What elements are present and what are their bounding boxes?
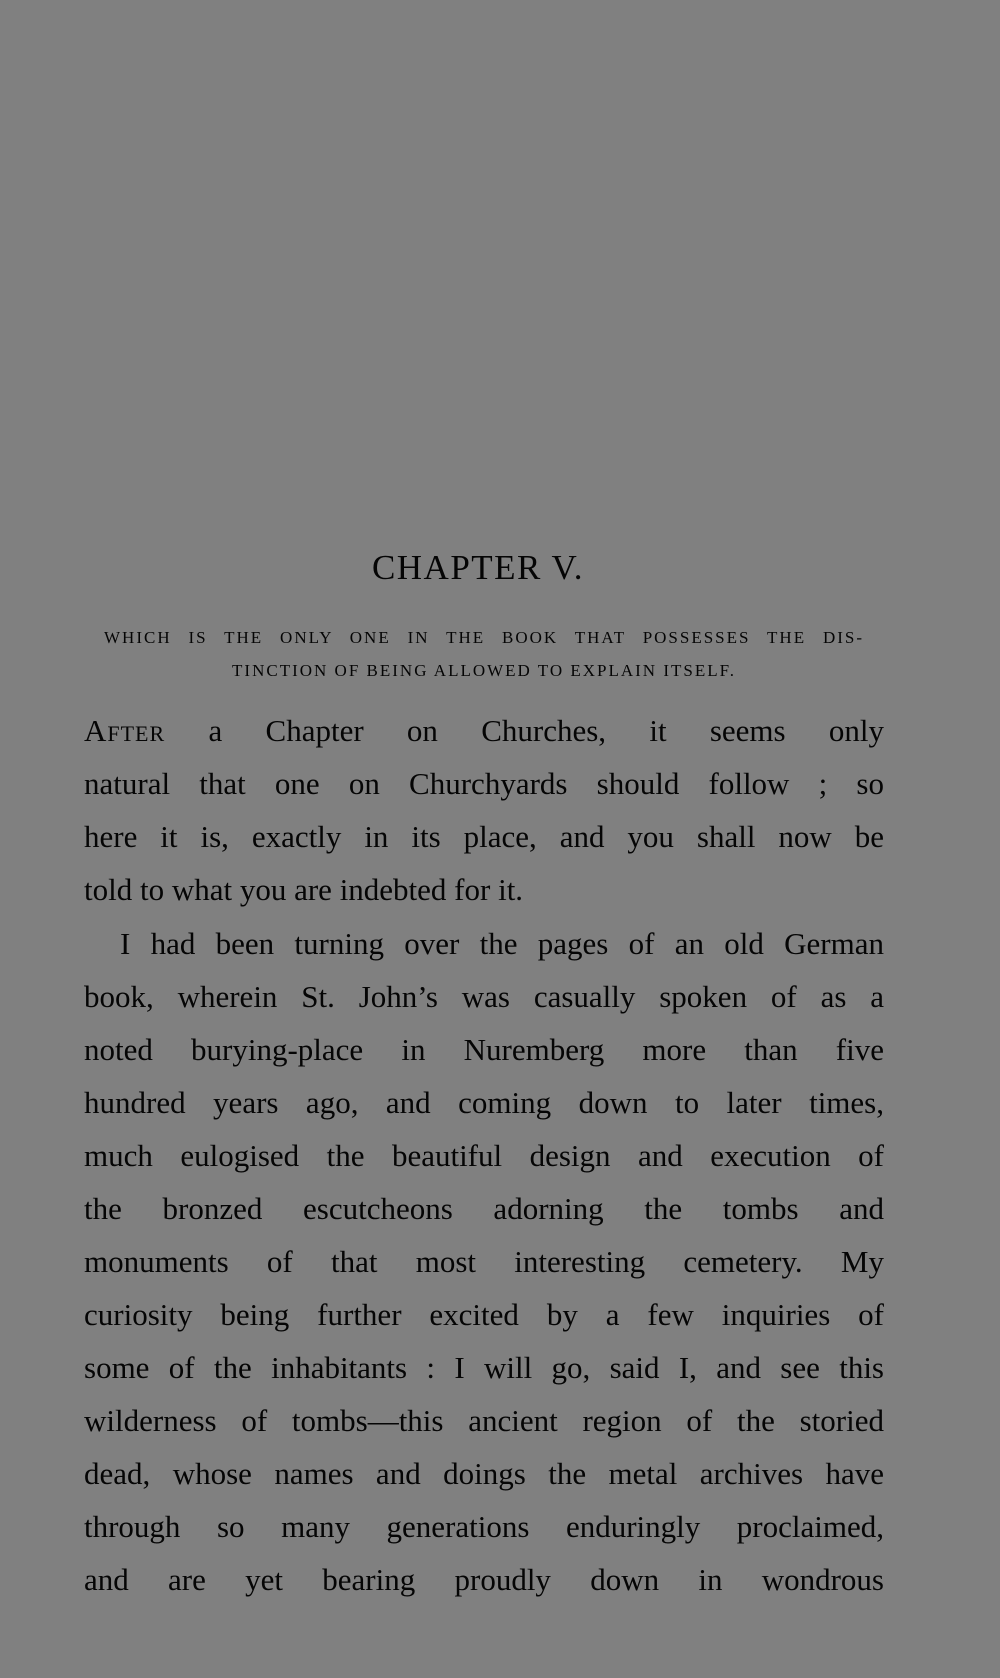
paragraph-2-line-11: dead, whose names and doings the metal archives have bbox=[84, 1456, 884, 1491]
paragraph-2-line-12: through so many generations enduringly proclaimed, bbox=[84, 1509, 884, 1544]
paragraph-2-line-2: book, wherein St. John’s was casually spoken of as a bbox=[84, 979, 884, 1014]
chapter-subtitle-line-2: TINCTION OF BEING ALLOWED TO EXPLAIN ITSELF. bbox=[232, 661, 736, 680]
paragraph-2-line-3: noted burying-place in Nuremberg more than five bbox=[84, 1032, 884, 1067]
paragraph-1-line-4: told to what you are indebted for it. bbox=[84, 872, 524, 907]
paragraph-2-line-6: the bronzed escutcheons adorning the tombs and bbox=[84, 1191, 884, 1226]
paragraph-2-line-5: much eulogised the beautiful design and execution of bbox=[84, 1138, 884, 1173]
paragraph-2-line-9: some of the inhabitants : I will go, said I, and see this bbox=[84, 1350, 884, 1385]
paragraph-1-line-3: here it is, exactly in its place, and you shall now be bbox=[84, 819, 884, 854]
paragraph-1-line-2: natural that one on Churchyards should follow ; so bbox=[84, 766, 884, 801]
paragraph-2-line-8: curiosity being further excited by a few inquiries of bbox=[84, 1297, 884, 1332]
paragraph-1-line-1 bbox=[84, 713, 884, 749]
paragraph-2-line-7: monuments of that most interesting cemetery. My bbox=[84, 1244, 884, 1279]
chapter-subtitle-line-1: WHICH IS THE ONLY ONE IN THE BOOK THAT POSSESSES THE DIS- bbox=[104, 628, 864, 647]
paragraph-2-line-13: and are yet bearing proudly down in wondrous bbox=[84, 1562, 884, 1597]
paragraph-1-line-1-rest: a Chapter on Churches, it seems only bbox=[165, 713, 884, 748]
paragraph-2-line-1: I had been turning over the pages of an old German bbox=[120, 926, 884, 961]
paragraph-2-line-4: hundred years ago, and coming down to later times, bbox=[84, 1085, 884, 1120]
paragraph-2-line-10: wilderness of tombs—this ancient region of the storied bbox=[84, 1403, 884, 1438]
lead-word: After bbox=[84, 713, 166, 748]
chapter-title: CHAPTER V. bbox=[371, 548, 585, 587]
